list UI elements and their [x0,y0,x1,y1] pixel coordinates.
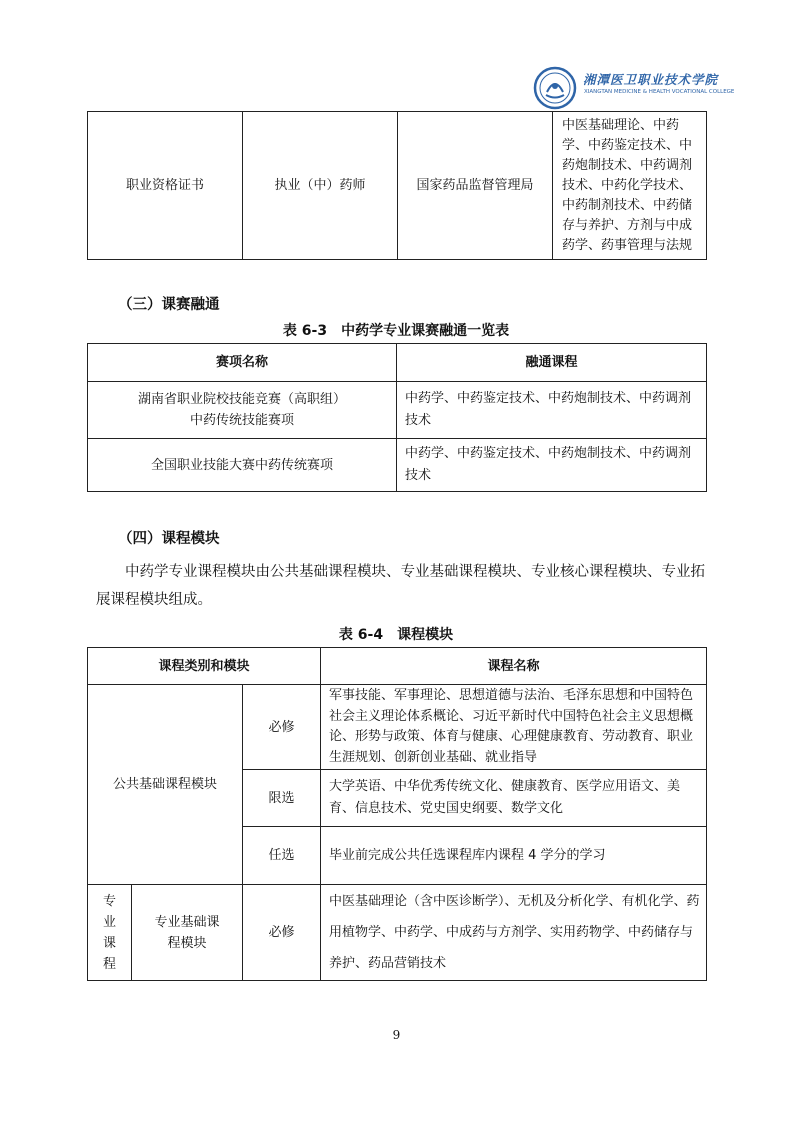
module-name-cell: 公共基础课程模块 [88,685,243,885]
table-row [88,112,707,260]
category-char: 业 [102,914,116,930]
contest-table [87,343,707,492]
table-row [88,382,707,439]
course-names-cell: 大学英语、中华优秀传统文化、健康教育、医学应用语文、美育、信息技术、党史国史纲要、数学文化 [321,770,707,827]
cert-issuer-cell: 国家药品监督管理局 [398,112,553,260]
category-char: 程 [102,956,116,972]
contest-name-line: 湖南省职业院校技能竞赛（高职组） [137,392,346,407]
section-heading: （四）课程模块 [118,531,220,547]
course-kind-cell: 必修 [243,885,321,981]
table-row [88,885,707,981]
course-names-cell: 毕业前完成公共任选课程库内课程 4 学分的学习 [321,827,707,885]
course-module-table [87,647,707,981]
column-header: 课程类别和模块 [88,648,321,685]
course-kind-cell: 必修 [243,685,321,770]
module-name-cell: 专业基础课程模块 [132,885,243,981]
college-logo [533,66,735,110]
category-char: 专 [102,893,116,909]
course-kind-cell: 任选 [243,827,321,885]
college-name-en: XIANGTAN MEDICINE & HEALTH VOCATIONAL COLLEGE [584,89,735,95]
contest-courses-cell: 中药学、中药鉴定技术、中药炮制技术、中药调剂技术 [397,439,707,492]
course-names-cell: 中医基础理论（含中医诊断学）、无机及分析化学、有机化学、药用植物学、中药学、中成药与方剂学、实用药物学、中药储存与养护、药品营销技术 [321,885,707,981]
cert-courses-cell: 中医基础理论、中药学、中药鉴定技术、中药炮制技术、中药调剂技术、中药化学技术、中药制剂技术、中药储存与养护、方剂与中成药学、药事管理与法规 [553,112,707,260]
course-names-cell: 军事技能、军事理论、思想道德与法治、毛泽东思想和中国特色社会主义理论体系概论、习近平新时代中国特色社会主义思想概论、形势与政策、体育与健康、心理健康教育、劳动教育、职业生涯规划、创新创业基础、就业指导 [321,685,707,770]
table-row [88,685,707,770]
section-heading: （三）课赛融通 [118,297,220,313]
table-header-row [88,648,707,685]
column-header: 融通课程 [397,344,707,382]
category-cell [88,885,132,981]
column-header: 赛项名称 [88,344,397,382]
table-row [88,439,707,492]
cert-type-cell: 职业资格证书 [88,112,243,260]
column-header: 课程名称 [321,648,707,685]
cert-name-cell: 执业（中）药师 [243,112,398,260]
contest-name-cell [88,382,397,439]
college-emblem-icon [533,66,577,110]
certificate-table [87,111,707,260]
category-char: 课 [102,935,116,951]
table-caption: 表 6-3 中药学专业课赛融通一览表 [282,323,510,339]
college-name: 湘潭医卫职业技术学院 [583,72,719,87]
body-paragraph: 中药学专业课程模块由公共基础课程模块、专业基础课程模块、专业核心课程模块、专业拓展课程模块组成。 [96,564,705,608]
table-header-row [88,344,707,382]
contest-name-line: 中药传统技能赛项 [189,413,294,428]
contest-name-cell: 全国职业技能大赛中药传统赛项 [88,439,397,492]
page-number: 9 [392,1028,401,1042]
contest-courses-cell: 中药学、中药鉴定技术、中药炮制技术、中药调剂技术 [397,382,707,439]
course-kind-cell: 限选 [243,770,321,827]
table-caption: 表 6-4 课程模块 [338,627,454,643]
